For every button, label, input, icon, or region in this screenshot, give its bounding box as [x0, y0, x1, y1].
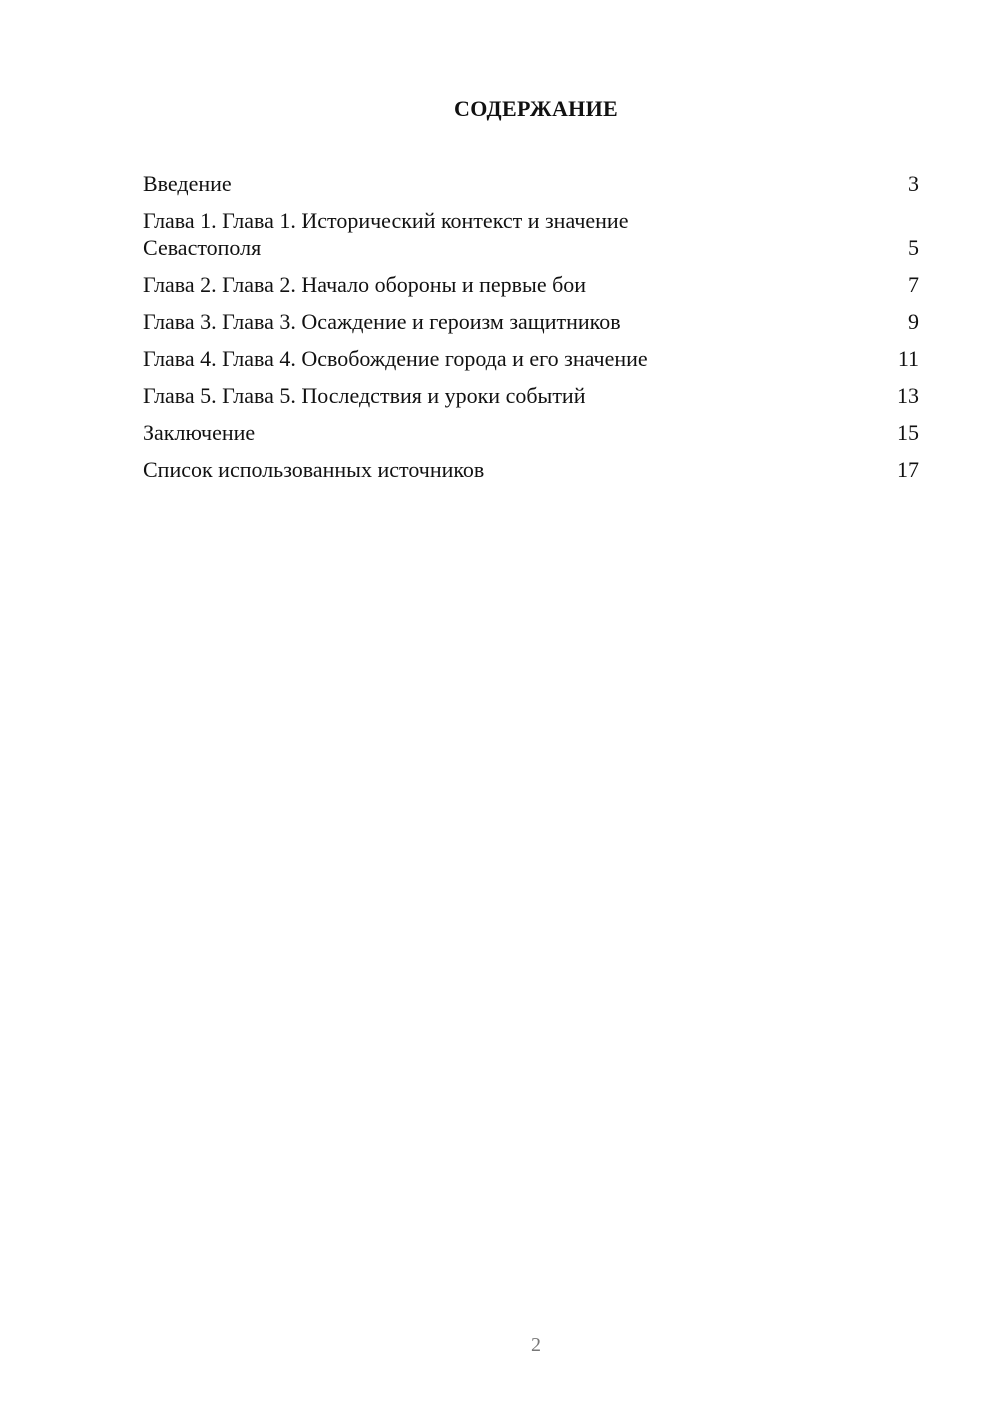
toc-entry-page: 5 [908, 235, 919, 260]
toc-entry-title: Введение [143, 171, 232, 196]
toc-entry-page: 17 [897, 457, 919, 482]
table-of-contents [143, 170, 919, 493]
toc-entry-chapter-4[interactable] [143, 345, 919, 372]
toc-heading: СОДЕРЖАНИЕ [454, 96, 618, 121]
toc-entry-page: 7 [908, 272, 919, 297]
toc-entry-chapter-3[interactable] [143, 308, 919, 335]
toc-entry-title: Глава 3. Глава 3. Осаждение и героизм защитников [143, 309, 621, 334]
toc-entry-chapter-2[interactable] [143, 271, 919, 298]
toc-entry-conclusion[interactable] [143, 419, 919, 446]
toc-entry-page: 13 [897, 383, 919, 408]
toc-entry-title: Глава 4. Глава 4. Освобождение города и его значение [143, 346, 648, 371]
toc-entry-title: Глава 1. Глава 1. Исторический контекст и значение Севастополя [143, 208, 629, 260]
toc-entry-title: Список использованных источников [143, 457, 485, 482]
toc-entry-chapter-1[interactable] [143, 207, 919, 261]
page-number: 2 [531, 1334, 541, 1356]
toc-entry-page: 3 [908, 171, 919, 196]
toc-entry-introduction[interactable] [143, 170, 919, 197]
toc-entry-chapter-5[interactable] [143, 382, 919, 409]
toc-entry-title: Глава 5. Глава 5. Последствия и уроки событий [143, 383, 586, 408]
toc-entry-page: 11 [897, 346, 919, 371]
toc-entry-page: 9 [908, 309, 919, 334]
toc-entry-title: Глава 2. Глава 2. Начало обороны и первые бои [143, 272, 587, 297]
toc-entry-title: Заключение [143, 420, 256, 445]
toc-entry-page: 15 [897, 420, 919, 445]
toc-entry-references[interactable] [143, 456, 919, 483]
